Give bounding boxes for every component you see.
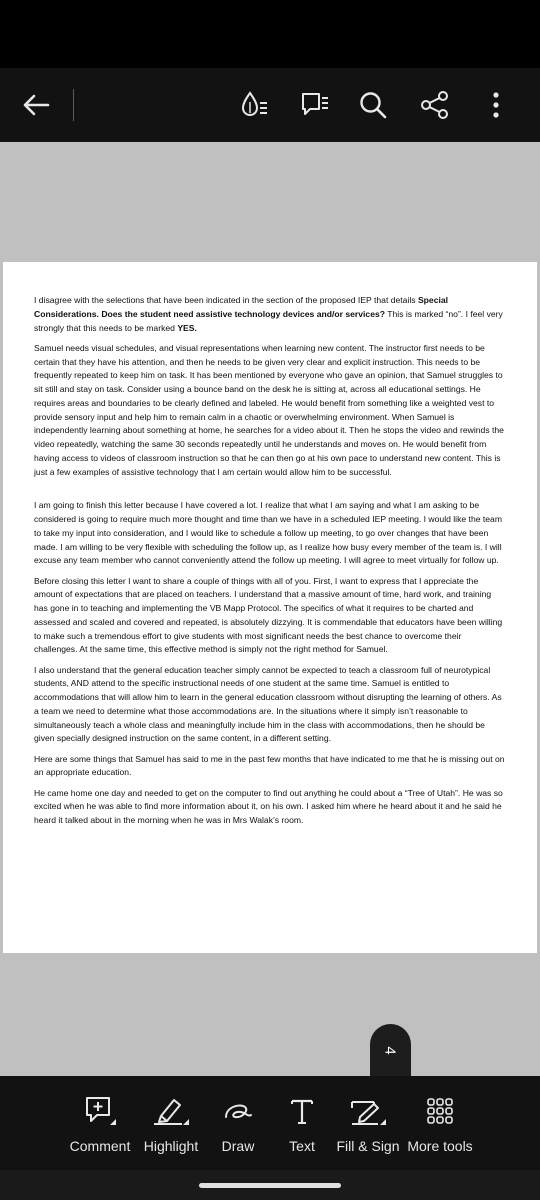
comment-tool-button[interactable] [70,1094,130,1154]
bold-text: Special Considerations. Does the student need assistive technology devices and/or services? [34,295,449,319]
paragraph-text: I am going to finish this letter because I have covered a lot. I realize that what I am saying and what I am asking to be considered is going to require much more thought and time than we have in a scheduled IEP meeting. I would like the team to take my input into consideration, and I would like to schedule a follow up meeting, to go over changes that have been made. I am willing to be very flexible with scheduling the follow up, as I realize how busy every member of the team is. I will excuse any team member who cannot conveniently attend the follow up meeting. I will agree to meet virtually for follow up. [34,500,502,566]
document-paragraph [34,664,507,747]
share-icon [420,90,450,120]
document-paragraph [34,575,507,658]
comment-list-button[interactable] [297,87,333,123]
text-label: Text [289,1138,315,1154]
highlight-tool-button[interactable] [141,1094,201,1154]
top-toolbar [0,68,540,142]
home-indicator[interactable] [199,1183,341,1188]
text-tool-button[interactable] [282,1094,322,1154]
fill-sign-label: Fill & Sign [336,1138,400,1154]
more-tools-label: More tools [407,1138,473,1154]
pdf-page[interactable] [3,262,537,953]
comment-label: Comment [69,1138,131,1154]
page-number: 4 [382,1045,399,1055]
document-paragraph [34,499,507,568]
document-paragraph [34,787,507,828]
highlighter-icon [151,1095,191,1127]
search-icon [358,90,388,120]
document-paragraph [34,342,507,480]
fill-sign-tool-button[interactable] [336,1094,400,1154]
paragraph-text: He came home one day and needed to get on the computer to find out anything he could about a “Tree of Utah”. He was so excited when he was able to find more information about it, on his own. I asked him where he heard about it and he said he heard it talked about in the morning when he was in Mrs Walak’s room. [34,787,503,825]
draw-label: Draw [221,1138,255,1154]
document-paragraph [34,294,507,335]
paragraph-text: Before closing this letter I want to share a couple of things with all of you. First, I want to express that I appreciate the amount of expectations that are placed on teachers. I understand that a massive amount of time, hard work, and training has gone in to teaching and implementing the VB Mapp Protocol. The specifics of what it requires to be charted and assessed and scaled and covered and repeated, is absolutely dizzying. It is commendable that educators have been willing to make such a tremendous effort to give students with most significant needs the best chance to overcome their challenges. At the same time, this effective method is simply not the right method for Samuel. [34,575,503,655]
status-bar [0,0,540,68]
draw-squiggle-icon [221,1095,255,1127]
paragraph-text: Samuel needs visual schedules, and visual representations when learning new content. The instructor first needs to be certain that they have his attention, and then he needs to be given very clear and explicit instruction. This needs to be frequently repeated to keep him on task. It has been mentioned by everyone who gave an opinion, that Samuel struggles to sit still and stay on task. Consider using a bounce band on the desk he is sitting at, across all educational settings. He requires areas and boundaries to be clearly defined and labeled. He would benefit from something like a weighted vest to provide sensory input and help him to remain calm in a chaotic or overwhelming environment. When Samuel is independently learning about something at home, he searches for a video about it. Then he stops the video and rewinds the video repeatedly, watching the same 30 seconds repeatedly until he understands and moves on. He would benefit from having access to videos of classroom instruction so that he can then go at his own pace to understand new content. This is just a few examples of assistive technology that I am certain would allow him to be successful. [34,342,504,477]
toolbar-divider [73,89,74,121]
grid-dots-icon [425,1096,455,1126]
bottom-toolbar [0,1076,540,1170]
search-button[interactable] [355,87,391,123]
ink-drop-icon [238,89,270,121]
share-button[interactable] [417,87,453,123]
paragraph-text: I also understand that the general education teacher simply cannot be expected to teach a classroom full of neurotypical students, AND attend to the specific instructional needs of one student at the same time. Samuel is entitled to accommodations that will allow him to learn in the general education classroom without disrupting the learning of others. As a team we need to determine what those accommodations are. In the situations where it simply isn’t reasonable to simultaneously teach a whole class and meaningfully include him in the class with accommodations, then he should be given specially designed instruction on the same content, in a different setting. [34,664,502,744]
text-icon [288,1096,316,1126]
bold-text: YES. [177,322,197,333]
comment-add-icon [82,1095,118,1127]
draw-tool-button[interactable] [214,1094,262,1154]
page-number-indicator[interactable] [370,1024,411,1076]
paragraph-text: This is marked “no”. I feel very strongly that this needs to be marked [34,308,503,333]
highlight-label: Highlight [143,1138,199,1154]
ink-drop-button[interactable] [236,87,272,123]
comment-list-icon [299,89,331,121]
more-tools-button[interactable] [408,1094,472,1154]
paragraph-text: I disagree with the selections that have been indicated in the section of the proposed IEP that details [34,295,418,305]
document-paragraph [34,753,507,781]
more-vertical-icon [491,90,501,120]
back-button[interactable] [18,87,54,123]
fill-sign-icon [348,1095,388,1127]
arrow-left-icon [22,93,50,117]
paragraph-text: Here are some things that Samuel has said to me in the past few months that have indicated to me that he is missing out on an appropriate education. [34,753,505,778]
more-options-button[interactable] [478,87,514,123]
